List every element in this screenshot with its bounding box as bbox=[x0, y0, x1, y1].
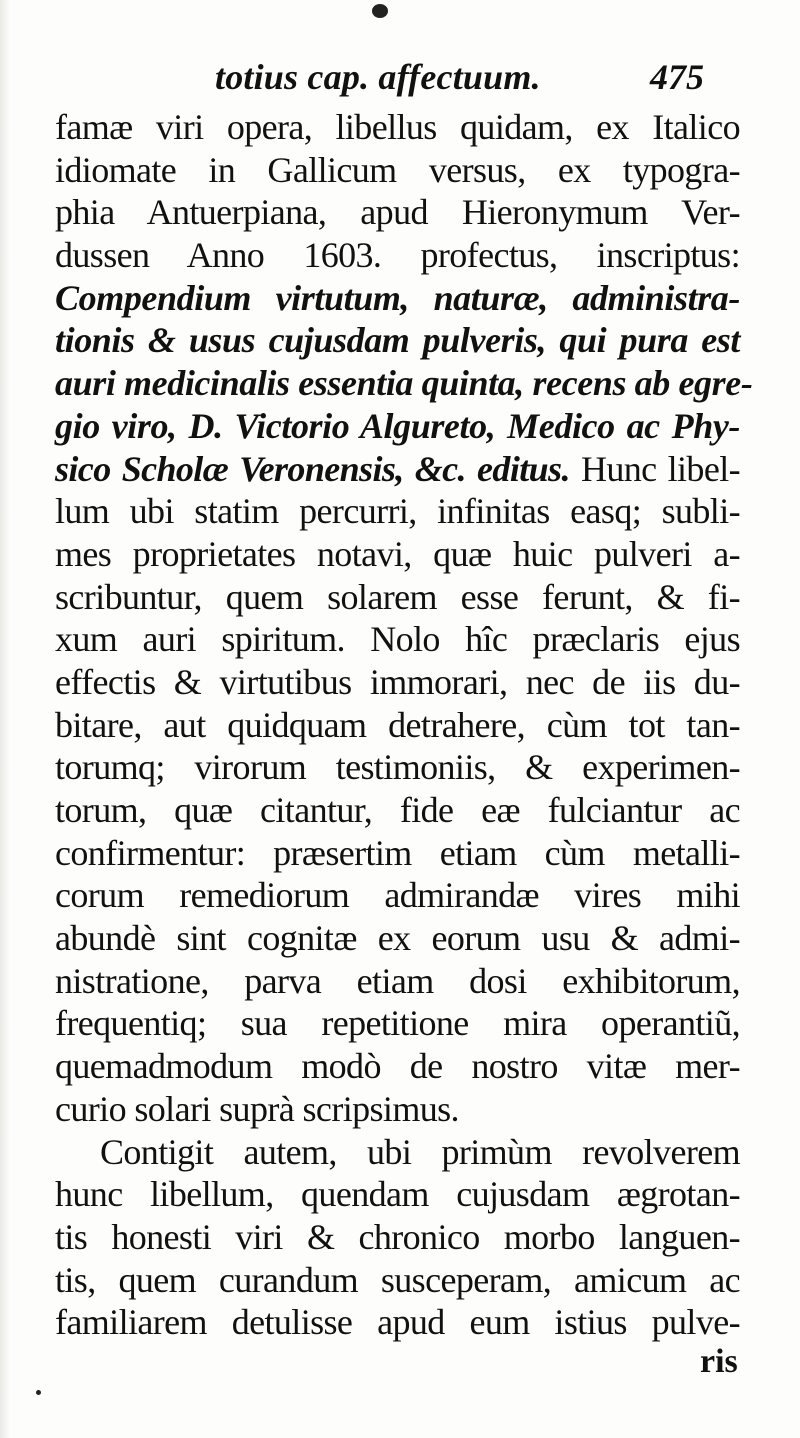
text-line-21: nistratione, parva etiam dosi exhibitorum, bbox=[55, 960, 740, 1001]
text-line-26: hunc libellum, quendam cujusdam ægrotan- bbox=[55, 1174, 740, 1215]
text-line-20: abundè sint cognitæ ex eorum usu & admi- bbox=[55, 918, 740, 959]
text-line-16: torumq; virorum testimoniis, & experimen- bbox=[55, 747, 740, 788]
text-line-4: dussen Anno 1603. profectus, inscriptus: bbox=[55, 235, 740, 276]
text-line-18: confirmentur: præsertim etiam cùm metalli- bbox=[55, 832, 740, 873]
catchword: ris bbox=[700, 1343, 738, 1380]
text-line-6: tionis & usus cujusdam pulveris, qui pura est bbox=[55, 320, 740, 361]
text-line-2: idiomate in Gallicum versus, ex typogra- bbox=[55, 149, 740, 190]
text-line-28: tis, quem curandum susceperam, amicum ac bbox=[55, 1259, 740, 1300]
text-line-9-italic: sico Scholæ Veronensis, &c. editus. bbox=[55, 448, 570, 489]
text-line-14: effectis & virtutibus immorari, nec de iis du- bbox=[55, 661, 740, 702]
text-line-8: gio viro, D. Victorio Algureto, Medico ac Phy- bbox=[55, 405, 740, 446]
text-line-11: mes proprietates notavi, quæ huic pulveri a- bbox=[55, 533, 740, 574]
page-number: 475 bbox=[650, 57, 704, 97]
text-line-27: tis honesti viri & chronico morbo languen- bbox=[55, 1216, 740, 1257]
text-line-29: familiarem detulisse apud eum istius pulve- bbox=[55, 1302, 740, 1343]
text-line-10: lum ubi statim percurri, infinitas easq; subli- bbox=[55, 491, 740, 532]
text-line-7: auri medicinalis essentia quinta, recens ab egre- bbox=[55, 363, 753, 404]
text-line-9-roman: Hunc libel- bbox=[569, 448, 741, 489]
text-line-9 bbox=[55, 448, 740, 491]
ink-speck bbox=[36, 1390, 41, 1395]
text-line-12: scribuntur, quem solarem esse ferunt, & fi- bbox=[55, 576, 740, 617]
text-line-15: bitare, aut quidquam detrahere, cùm tot tan- bbox=[55, 704, 740, 745]
text-line-19: corum remediorum admirandæ vires mihi bbox=[55, 875, 740, 916]
text-line-1: famæ viri opera, libellus quidam, ex Italico bbox=[55, 107, 740, 147]
text-line-3: phia Antuerpiana, apud Hieronymum Ver- bbox=[55, 192, 740, 233]
text-block bbox=[55, 106, 753, 1344]
text-line-24: curio solari suprà scripsimus. bbox=[55, 1088, 459, 1129]
ink-speck bbox=[372, 4, 388, 18]
text-line-17: torum, quæ citantur, fide eæ fulciantur ac bbox=[55, 790, 740, 830]
text-line-13: xum auri spiritum. Nolo hîc præclaris ejus bbox=[55, 619, 740, 660]
text-line-22: frequentiq; sua repetitione mira operantiũ, bbox=[55, 1003, 740, 1044]
text-line-25: Contigit autem, ubi primùm revolverem bbox=[100, 1131, 740, 1172]
text-line-23: quemadmodum modò de nostro vitæ mer- bbox=[55, 1046, 740, 1087]
running-title: totius cap. affectuum. bbox=[215, 57, 541, 97]
page-gutter-shadow bbox=[0, 0, 10, 1438]
running-head bbox=[0, 50, 800, 100]
text-line-5: Compendium virtutum, naturæ, administra- bbox=[55, 277, 740, 318]
